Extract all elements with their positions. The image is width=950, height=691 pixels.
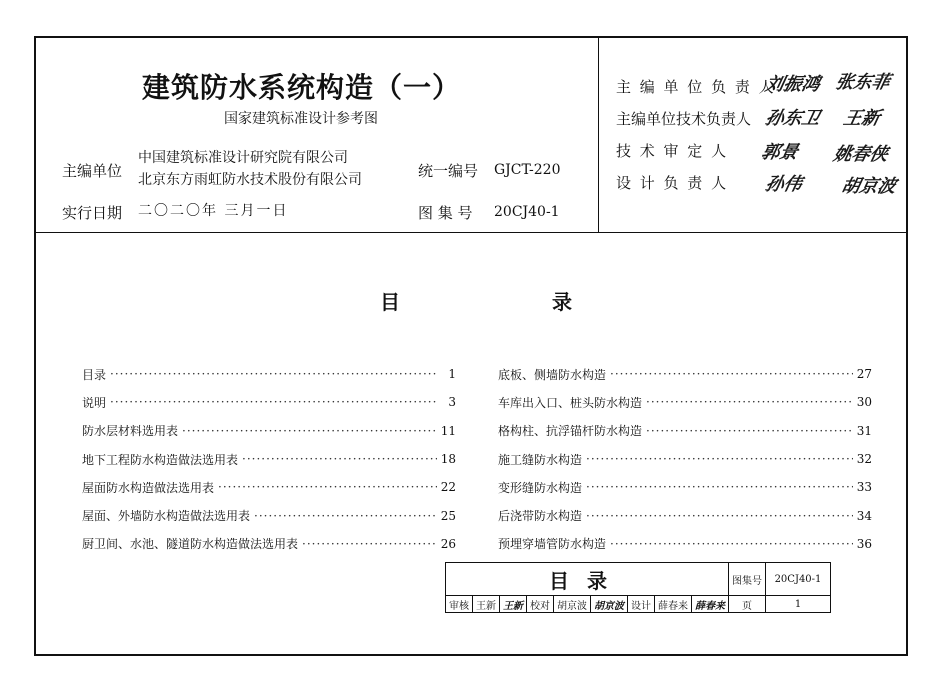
toc-entry-title: 厨卫间、水池、隧道防水构造做法选用表 bbox=[82, 537, 299, 552]
toc-entry-title: 格构柱、抗浮锚杆防水构造 bbox=[498, 424, 643, 439]
toc-title-left: 目 bbox=[380, 290, 400, 314]
toc-entry-title: 屋面、外墙防水构造做法选用表 bbox=[82, 509, 251, 524]
toc-entry-title: 车库出入口、桩头防水构造 bbox=[498, 395, 643, 410]
editor-line-2: 北京东方雨虹防水技术股份有限公司 bbox=[138, 172, 362, 188]
toc-leader-dots bbox=[218, 480, 437, 494]
editor-label: 主编单位 bbox=[62, 162, 123, 180]
toc-leader-dots bbox=[302, 537, 437, 551]
date-label: 实行日期 bbox=[62, 204, 123, 222]
toc-entry bbox=[498, 530, 872, 558]
toc-entry bbox=[498, 473, 872, 501]
title-block bbox=[445, 562, 831, 613]
toc-leader-dots bbox=[110, 395, 438, 409]
toc-entry bbox=[82, 417, 456, 445]
toc-entry-page: 31 bbox=[856, 423, 872, 438]
title-block-atlas-label: 图集号 bbox=[729, 563, 766, 596]
toc-leader-dots bbox=[610, 367, 853, 381]
signature-1b: 张东菲 bbox=[833, 72, 892, 93]
toc-entry bbox=[82, 360, 456, 388]
check-signature: 胡京波 bbox=[591, 596, 628, 613]
toc-entry-page: 3 bbox=[448, 395, 456, 410]
atlas-title: 建筑防水系统构造（一） bbox=[142, 71, 462, 104]
date-value: 二〇二〇年 三月一日 bbox=[138, 203, 289, 219]
toc-entry bbox=[498, 417, 872, 445]
toc-entry-title: 地下工程防水构造做法选用表 bbox=[82, 452, 239, 467]
check-name: 胡京波 bbox=[554, 596, 591, 613]
toc-entry-page: 32 bbox=[856, 452, 872, 467]
toc-left-column bbox=[82, 360, 456, 558]
toc-leader-dots bbox=[254, 509, 437, 523]
toc-leader-dots bbox=[242, 452, 437, 466]
toc-entry-page: 1 bbox=[448, 367, 456, 382]
toc-leader-dots bbox=[646, 395, 853, 409]
toc-entry-page: 34 bbox=[856, 508, 872, 523]
toc-entry-page: 30 bbox=[856, 395, 872, 410]
toc-leader-dots bbox=[610, 537, 853, 551]
signature-3a: 郭景 bbox=[759, 142, 800, 163]
title-block-atlas-value: 20CJ40-1 bbox=[766, 563, 831, 596]
toc-entry bbox=[82, 501, 456, 529]
code-label: 统一编号 bbox=[418, 162, 479, 180]
toc-entry-title: 变形缝防水构造 bbox=[498, 480, 583, 495]
editor-line-1: 中国建筑标准设计研究院有限公司 bbox=[138, 150, 348, 166]
signature-4a: 孙伟 bbox=[763, 174, 804, 195]
toc-entry bbox=[82, 473, 456, 501]
design-label: 设计 bbox=[628, 596, 655, 613]
responsible-role-1: 主 编 单 位 负 责 人 bbox=[616, 78, 776, 96]
page-value: 1 bbox=[766, 596, 831, 613]
toc-entry-page: 25 bbox=[440, 508, 456, 523]
toc-entry-page: 22 bbox=[440, 480, 456, 495]
signature-4b: 胡京波 bbox=[839, 176, 898, 197]
toc-leader-dots bbox=[586, 480, 853, 494]
toc-entry-title: 底板、侧墙防水构造 bbox=[498, 367, 607, 382]
header-divider bbox=[36, 232, 906, 233]
toc-entry-page: 36 bbox=[856, 536, 872, 551]
signature-1a: 刘振鸿 bbox=[763, 74, 822, 95]
header-vertical-divider bbox=[598, 38, 599, 232]
code-value: GJCT-220 bbox=[494, 162, 561, 178]
atlas-label: 图 集 号 bbox=[418, 204, 473, 222]
toc-entry-title: 屋面防水构造做法选用表 bbox=[82, 480, 215, 495]
toc-entry bbox=[82, 388, 456, 416]
toc-entry-title: 施工缝防水构造 bbox=[498, 452, 583, 467]
responsible-role-2: 主编单位技术负责人 bbox=[616, 110, 752, 128]
toc-entry-page: 11 bbox=[440, 423, 456, 438]
signature-3b: 姚春侠 bbox=[831, 144, 890, 165]
title-block-name: 目录 bbox=[446, 563, 729, 596]
toc-entry bbox=[82, 445, 456, 473]
page-label: 页 bbox=[729, 596, 766, 613]
responsible-role-3: 技 术 审 定 人 bbox=[616, 142, 729, 160]
toc-entry-page: 33 bbox=[856, 480, 872, 495]
toc-entry-page: 26 bbox=[440, 536, 456, 551]
review-signature: 王新 bbox=[500, 596, 527, 613]
toc-entry bbox=[498, 360, 872, 388]
atlas-subtitle: 国家建筑标准设计参考图 bbox=[224, 111, 378, 127]
atlas-value: 20CJ40-1 bbox=[494, 204, 560, 220]
toc-title-right: 录 bbox=[552, 290, 572, 314]
review-name: 王新 bbox=[473, 596, 500, 613]
toc-entry-page: 27 bbox=[856, 367, 872, 382]
toc-leader-dots bbox=[646, 424, 853, 438]
responsible-role-4: 设 计 负 责 人 bbox=[616, 174, 729, 192]
toc-entry bbox=[498, 501, 872, 529]
toc-entry-title: 目录 bbox=[82, 367, 107, 382]
toc-leader-dots bbox=[182, 424, 437, 438]
toc-right-column bbox=[498, 360, 872, 558]
toc-entry bbox=[498, 445, 872, 473]
signature-2a: 孙东卫 bbox=[763, 108, 822, 129]
design-name: 薛春来 bbox=[655, 596, 692, 613]
design-signature: 薛春来 bbox=[692, 596, 729, 613]
toc-entry bbox=[498, 388, 872, 416]
check-label: 校对 bbox=[527, 596, 554, 613]
toc-entry-title: 防水层材料选用表 bbox=[82, 424, 179, 439]
toc-entry-title: 后浇带防水构造 bbox=[498, 509, 583, 524]
toc-leader-dots bbox=[586, 452, 853, 466]
review-label: 审核 bbox=[446, 596, 473, 613]
signature-2b: 王新 bbox=[841, 108, 882, 129]
toc-entry bbox=[82, 530, 456, 558]
toc-entry-page: 18 bbox=[440, 452, 456, 467]
toc-entry-title: 说明 bbox=[82, 395, 107, 410]
toc-leader-dots bbox=[586, 509, 853, 523]
toc-entry-title: 预埋穿墙管防水构造 bbox=[498, 537, 607, 552]
toc-leader-dots bbox=[110, 367, 438, 381]
